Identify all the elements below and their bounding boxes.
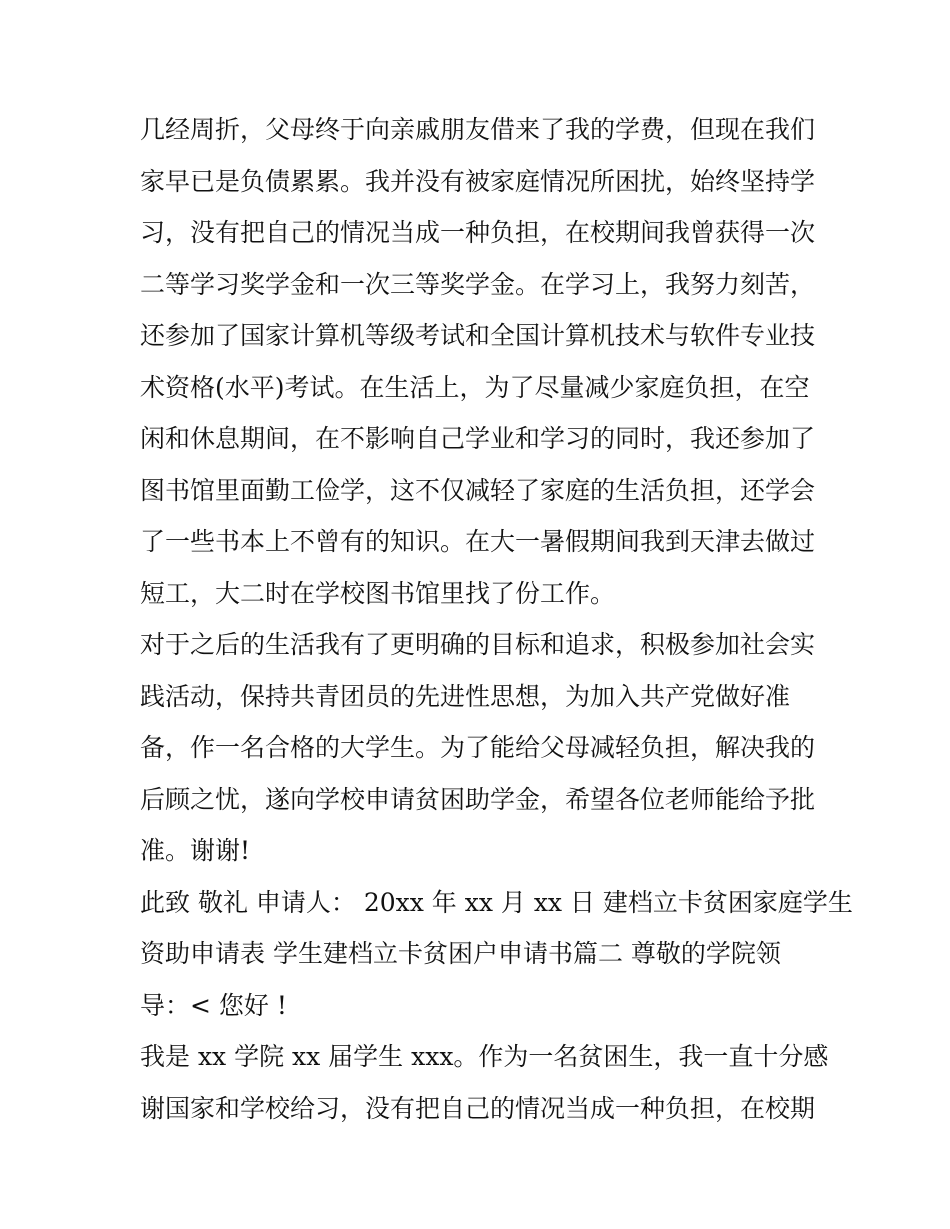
text-line: 资助申请表 学生建档立卡贫困户申请书篇二 尊敬的学院领 (140, 939, 781, 968)
text-line: 几经周折，父母终于向亲戚朋友借来了我的学费，但现在我们 (140, 115, 816, 144)
text-line: 术资格(水平)考试。在生活上，为了尽量减少家庭负担，在空 (140, 372, 810, 402)
text-line: 了一些书本上不曾有的知识。在大一暑假期间我到天津去做过 (140, 527, 816, 556)
text-line: 备，作一名合格的大学生。为了能给父母减轻负担，解决我的 (140, 733, 816, 762)
text-line: 谢国家和学校给习，没有把自己的情况当成一种负担，在校期 (140, 1093, 816, 1123)
document-body (140, 104, 853, 1134)
text-line: 还参加了国家计算机等级考试和全国计算机技术与软件专业技 (140, 321, 816, 350)
text-line: 对于之后的生活我有了更明确的目标和追求，积极参加社会实 (140, 630, 816, 659)
text-line: 二等学习奖学金和一次三等奖学金。在学习上，我努力刻苦， (140, 269, 816, 299)
text-line: 图书馆里面勤工俭学，这不仅减轻了家庭的生活负担，还学会 (140, 475, 816, 505)
text-line: 我是 xx 学院 xx 届学生 xxx。作为一名贫困生，我一直十分感 (140, 1042, 829, 1071)
text-line: 短工，大二时在学校图书馆里找了份工作。 (140, 578, 616, 608)
text-line: 闲和休息期间，在不影响自己学业和学习的同时，我还参加了 (140, 424, 816, 453)
text-line: 践活动，保持共青团员的先进性思想，为加入共产党做好准 (140, 681, 791, 711)
text-line: 后顾之忧，遂向学校申请贫困助学金，希望各位老师能给予批 (140, 784, 816, 814)
text-line: 准。谢谢! (140, 836, 251, 865)
text-line: 导：< 您好 ! (140, 990, 287, 1020)
text-line: 此致 敬礼 申请人： 20xx 年 xx 月 xx 日 建档立卡贫困家庭学生 (140, 887, 853, 917)
text-line: 家早已是负债累累。我并没有被家庭情况所困扰，始终坚持学 (140, 166, 816, 196)
text-line: 习，没有把自己的情况当成一种负担，在校期间我曾获得一次 (140, 218, 816, 247)
